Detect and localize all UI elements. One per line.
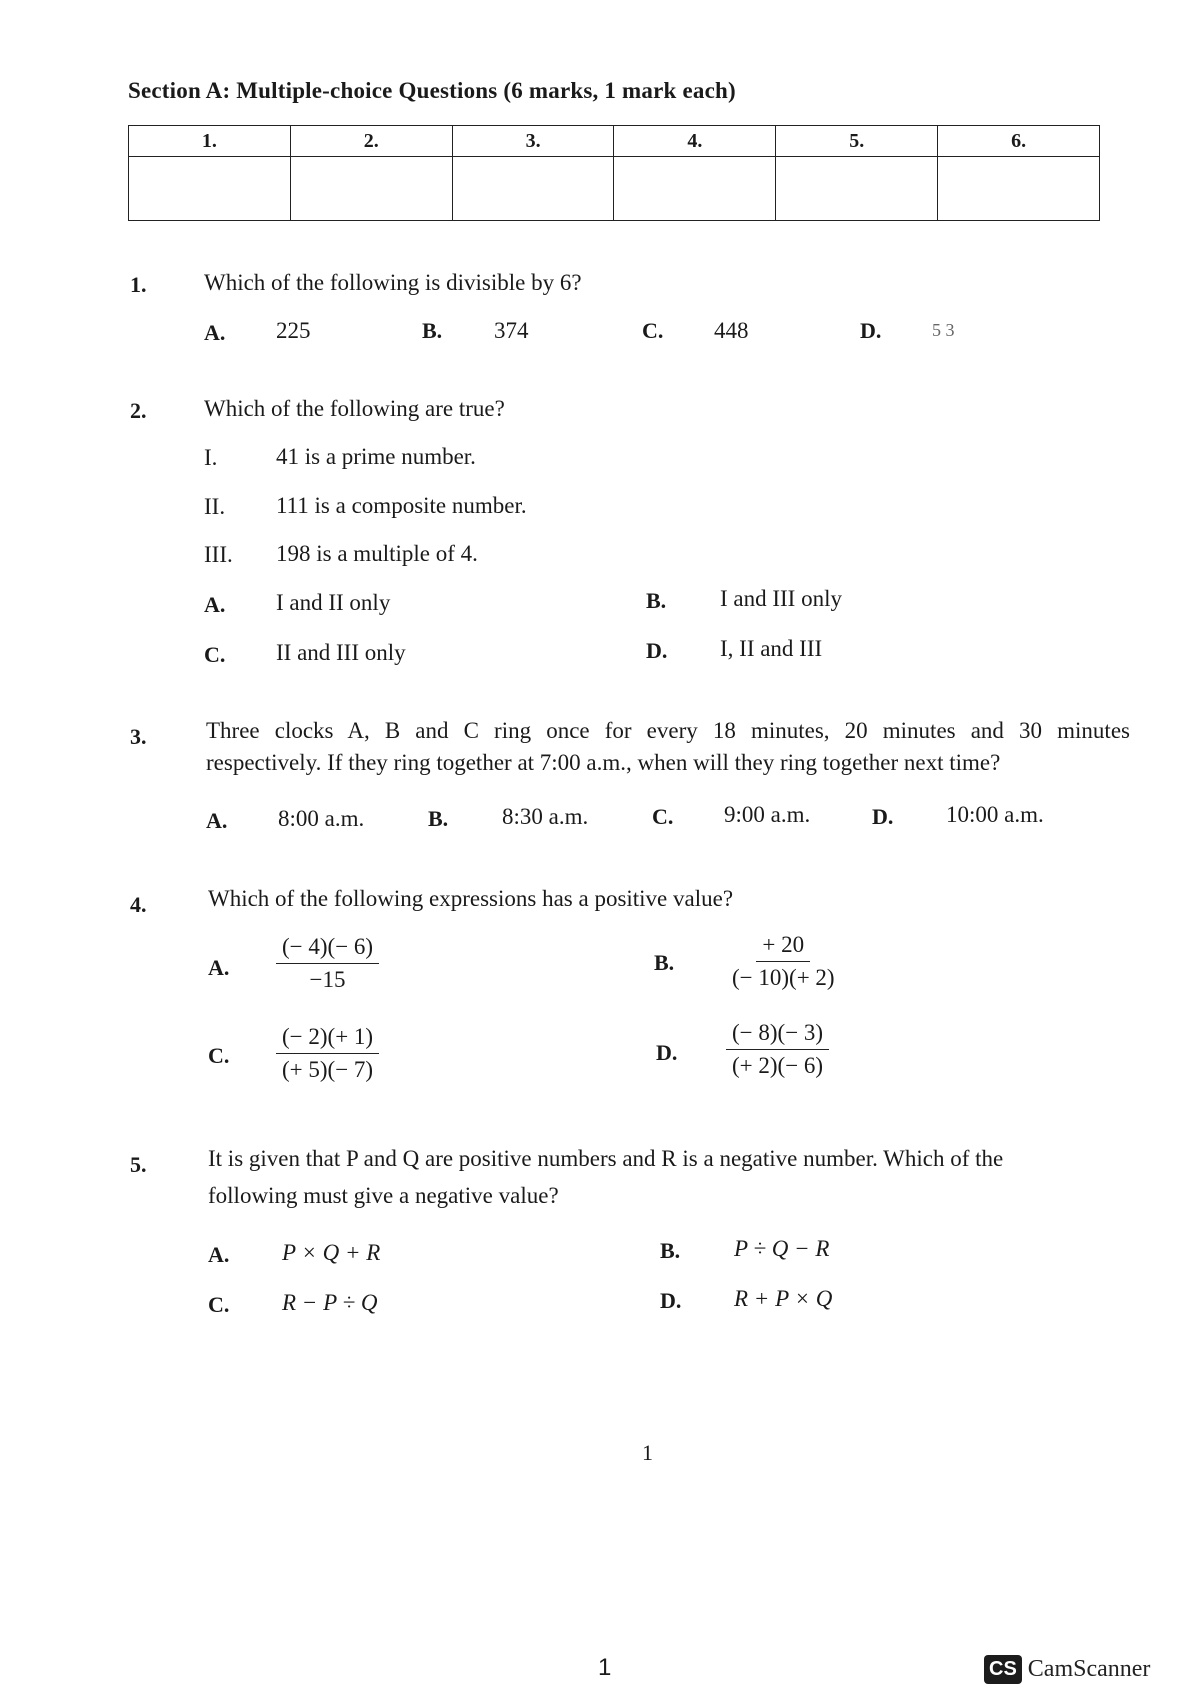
q2-option-d-value: I, II and III bbox=[720, 636, 823, 661]
answer-cell-1[interactable] bbox=[129, 157, 291, 221]
section-title: Section A: Multiple-choice Questions (6 marks, 1 mark each) bbox=[128, 78, 736, 103]
q1-option-c-value: 448 bbox=[714, 318, 749, 343]
answer-cell-5[interactable] bbox=[776, 157, 938, 221]
q2-option-b-label: B. bbox=[646, 588, 667, 613]
footer-page-number: 1 bbox=[598, 1654, 612, 1681]
q4-option-b-fraction bbox=[726, 932, 841, 991]
answer-header-1: 1. bbox=[129, 126, 291, 157]
q4-option-c-fraction bbox=[276, 1024, 379, 1083]
q3-option-a-value: 8:00 a.m. bbox=[278, 806, 365, 831]
question-5-text-line-1: It is given that P and Q are positive numbers and R is a negative number. Which of the bbox=[208, 1146, 1004, 1171]
q5-option-b-value: P ÷ Q − R bbox=[734, 1236, 830, 1261]
q1-option-d-label: D. bbox=[860, 318, 882, 343]
question-3-number: 3. bbox=[130, 724, 147, 749]
page-number: 1 bbox=[642, 1440, 653, 1465]
q4-option-a-numerator: (− 4)(− 6) bbox=[276, 934, 379, 964]
question-5-text-line-2: following must give a negative value? bbox=[208, 1183, 559, 1208]
q3-option-a-label: A. bbox=[206, 808, 228, 833]
answer-cell-3[interactable] bbox=[452, 157, 614, 221]
q4-option-c-denominator: (+ 5)(− 7) bbox=[282, 1057, 374, 1082]
question-3-text-line-2: respectively. If they ring together at 7:00 a.m., when will they ring together next time? bbox=[206, 750, 1001, 775]
question-2-text: Which of the following are true? bbox=[204, 396, 505, 421]
question-2-number: 2. bbox=[130, 398, 147, 423]
q3-option-d-value: 10:00 a.m. bbox=[946, 802, 1044, 827]
q5-option-d-value: R + P × Q bbox=[734, 1286, 833, 1311]
q5-option-b-label: B. bbox=[660, 1238, 681, 1263]
q2-option-b-value: I and III only bbox=[720, 586, 842, 611]
q2-option-a-value: I and II only bbox=[276, 590, 391, 615]
q2-statement-1-label: I. bbox=[204, 445, 218, 470]
q2-option-d-label: D. bbox=[646, 638, 668, 663]
q2-option-a-label: A. bbox=[204, 592, 226, 617]
q5-option-c-value: R − P ÷ Q bbox=[282, 1290, 378, 1315]
q2-option-c-label: C. bbox=[204, 642, 226, 667]
q5-option-c-label: C. bbox=[208, 1292, 230, 1317]
q4-option-b-label: B. bbox=[654, 950, 675, 975]
q4-option-d-numerator: (− 8)(− 3) bbox=[726, 1020, 829, 1050]
question-1-text: Which of the following is divisible by 6? bbox=[204, 270, 582, 295]
q2-option-c-value: II and III only bbox=[276, 640, 406, 665]
q4-option-a-fraction bbox=[276, 934, 379, 993]
q4-option-d-label: D. bbox=[656, 1040, 678, 1065]
q4-option-a-label: A. bbox=[208, 955, 230, 980]
question-1-number: 1. bbox=[130, 272, 147, 297]
q5-option-a-value: P × Q + R bbox=[282, 1240, 381, 1265]
answer-header-3: 3. bbox=[452, 126, 614, 157]
q4-option-a-denominator: −15 bbox=[309, 967, 346, 992]
q3-option-b-value: 8:30 a.m. bbox=[502, 804, 589, 829]
q2-statement-2-text: 111 is a composite number. bbox=[276, 493, 527, 518]
q3-option-c-label: C. bbox=[652, 804, 674, 829]
camscanner-name: CamScanner bbox=[1027, 1656, 1151, 1682]
q1-option-a-value: 225 bbox=[276, 318, 311, 343]
answer-cell-6[interactable] bbox=[938, 157, 1100, 221]
answer-header-6: 6. bbox=[938, 126, 1100, 157]
q4-option-b-numerator: + 20 bbox=[756, 932, 810, 962]
q1-option-a-label: A. bbox=[204, 320, 226, 345]
q1-option-c-label: C. bbox=[642, 318, 664, 343]
question-4-number: 4. bbox=[130, 892, 147, 917]
q4-option-c-label: C. bbox=[208, 1043, 230, 1068]
q2-statement-2-label: II. bbox=[204, 494, 226, 519]
q1-option-b-label: B. bbox=[422, 318, 443, 343]
q2-statement-1-text: 41 is a prime number. bbox=[276, 444, 476, 469]
q2-statement-3-text: 198 is a multiple of 4. bbox=[276, 541, 478, 566]
question-5-number: 5. bbox=[130, 1152, 147, 1177]
q1-option-d-value: 5 3 bbox=[932, 320, 955, 340]
answer-header-4: 4. bbox=[614, 126, 776, 157]
question-4-text: Which of the following expressions has a positive value? bbox=[208, 886, 734, 911]
q3-option-d-label: D. bbox=[872, 804, 894, 829]
answer-cell-4[interactable] bbox=[614, 157, 776, 221]
q3-option-c-value: 9:00 a.m. bbox=[724, 802, 811, 827]
q1-option-b-value: 374 bbox=[494, 318, 529, 343]
camscanner-logo bbox=[984, 1655, 1150, 1684]
q5-option-d-label: D. bbox=[660, 1288, 682, 1313]
camscanner-badge: CS bbox=[984, 1655, 1022, 1684]
q4-option-d-denominator: (+ 2)(− 6) bbox=[732, 1053, 824, 1078]
answer-cell-2[interactable] bbox=[290, 157, 452, 221]
answer-header-5: 5. bbox=[776, 126, 938, 157]
q4-option-d-fraction bbox=[726, 1020, 829, 1079]
q3-option-b-label: B. bbox=[428, 806, 449, 831]
q2-statement-3-label: III. bbox=[204, 542, 233, 567]
q5-option-a-label: A. bbox=[208, 1242, 230, 1267]
question-3-text-line-1: Three clocks A, B and C ring once for every 18 minutes, 20 minutes and 30 minutes bbox=[206, 718, 1130, 743]
answer-header-2: 2. bbox=[290, 126, 452, 157]
answer-table bbox=[128, 125, 1100, 221]
q4-option-c-numerator: (− 2)(+ 1) bbox=[276, 1024, 379, 1054]
q4-option-b-denominator: (− 10)(+ 2) bbox=[732, 965, 835, 990]
